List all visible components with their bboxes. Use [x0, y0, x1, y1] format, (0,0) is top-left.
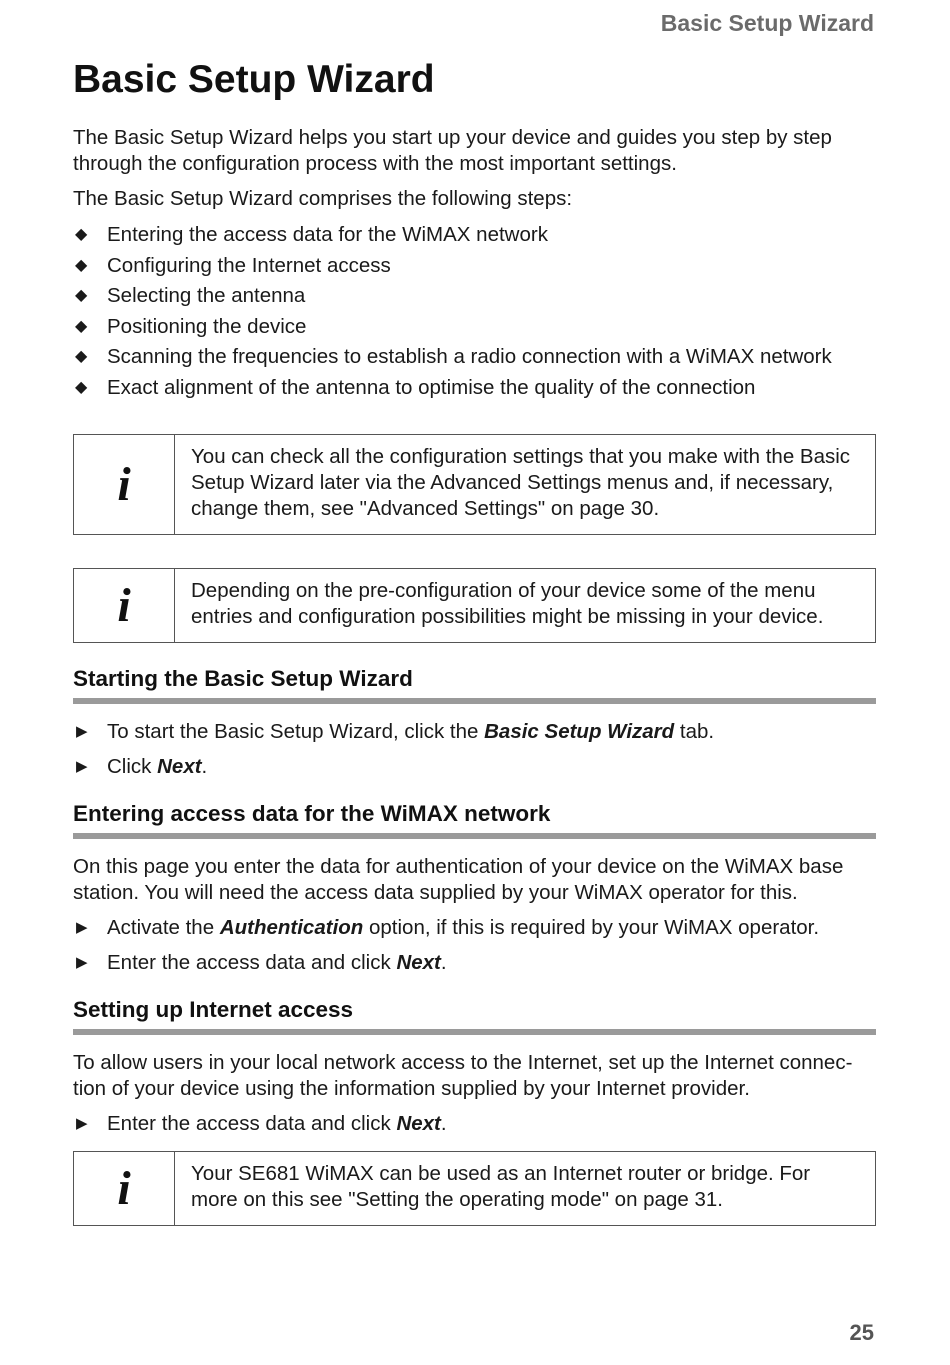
instruction-step: ▶ Enter the access data and click Next.	[76, 1112, 447, 1135]
diamond-bullet-icon: ◆	[75, 348, 88, 365]
info-icon: i	[74, 569, 175, 642]
info-note-advanced-settings	[73, 434, 876, 535]
instruction-step: ▶ Enter the access data and click Next.	[76, 951, 447, 974]
list-item: ◆ Selecting the antenna	[73, 281, 876, 312]
list-item: ◆ Configuring the Internet access	[73, 251, 876, 282]
diamond-bullet-icon: ◆	[75, 287, 88, 304]
page-number: 25	[849, 1320, 874, 1345]
running-head: Basic Setup Wizard	[660, 10, 874, 36]
section-heading-access-data: Entering access data for the WiMAX network	[73, 801, 876, 839]
instruction-step: ▶ To start the Basic Setup Wizard, click the Basic Setup Wizard tab.	[76, 720, 715, 743]
internet-steps	[73, 1111, 876, 1137]
access-paragraph: On this page you enter the data for authentication of your device on the WiMAX base station. You will need the access data supplied by your WiMAX operator for this.	[73, 855, 844, 904]
starting-steps	[73, 719, 876, 780]
step-arrow-icon: ▶	[76, 919, 88, 936]
page-title: Basic Setup Wizard	[73, 58, 435, 101]
step-arrow-icon: ▶	[76, 1115, 88, 1132]
step-arrow-icon: ▶	[76, 758, 88, 775]
diamond-bullet-icon: ◆	[75, 226, 88, 243]
steps-intro: The Basic Setup Wizard comprises the following steps:	[73, 187, 573, 210]
info-note-operating-mode	[73, 1151, 876, 1226]
section-heading-internet: Setting up Internet access	[73, 997, 876, 1035]
diamond-bullet-icon: ◆	[75, 256, 88, 274]
section-heading-starting: Starting the Basic Setup Wizard	[73, 666, 876, 704]
step-arrow-icon: ▶	[76, 723, 88, 740]
info-note-text: You can check all the configuration settings that you make with the Basic Setup Wizard later via the Advanced Settings menus and, if necessary, change them, see "Advanced Settings" on page 30.	[191, 445, 851, 520]
info-note-preconfiguration	[73, 568, 876, 643]
instruction-step: ▶ Activate the Authentication option, if this is required by your WiMAX operator.	[76, 916, 820, 939]
page-content	[73, 125, 876, 1226]
instruction-step: ▶ Click Next.	[76, 755, 208, 778]
info-note-text: Your SE681 WiMAX can be used as an Internet router or bridge. For more on this see "Setting the operating mode" on page 31.	[191, 1162, 811, 1211]
list-item: ◆ Exact alignment of the antenna to optimise the quality of the connection	[73, 373, 876, 404]
info-note-text: Depending on the pre-configuration of your device some of the menu entries and configuration possibilities might be missing in your device.	[191, 579, 824, 628]
list-item: ◆ Positioning the device	[73, 312, 876, 343]
access-steps	[73, 915, 876, 976]
info-icon: i	[74, 435, 175, 534]
info-icon: i	[74, 1152, 175, 1225]
list-item: ◆ Entering the access data for the WiMAX network	[73, 220, 876, 251]
wizard-steps-list	[73, 220, 876, 403]
intro-paragraph: The Basic Setup Wizard helps you start up your device and guides you step by step through the configuration process with the most important settings.	[73, 126, 832, 175]
step-arrow-icon: ▶	[76, 954, 88, 971]
diamond-bullet-icon: ◆	[75, 317, 88, 335]
internet-paragraph: To allow users in your local network access to the Internet, set up the Internet connec-tion of your device using the information supplied by your Internet provider.	[73, 1051, 853, 1100]
diamond-bullet-icon: ◆	[75, 378, 88, 396]
list-item: ◆ Scanning the frequencies to establish a radio connection with a WiMAX network	[73, 342, 876, 373]
